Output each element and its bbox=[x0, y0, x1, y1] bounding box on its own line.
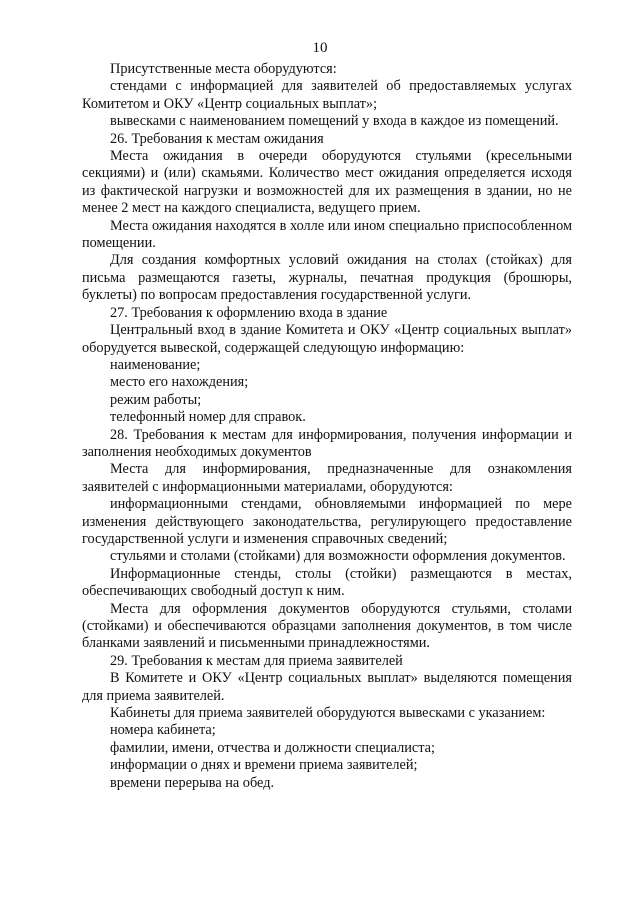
list-item: стульями и столами (стойками) для возможности оформления документов. bbox=[110, 548, 566, 565]
paragraph: стендами с информацией для заявителей об предоставляемых услугах Комитетом и ОКУ «Центр социальных выплат»; bbox=[82, 78, 572, 112]
list-item: информации о днях и времени приема заявителей; bbox=[110, 757, 418, 774]
list-item: наименование; bbox=[110, 356, 201, 373]
paragraph: Для создания комфортных условий ожидания на столах (стойках) для письма размещаются газеты, журналы, печатная продукция (брошюры, буклеты) по вопросам предоставления государственной услуги. bbox=[82, 252, 572, 304]
paragraph: Центральный вход в здание Комитета и ОКУ «Центр социальных выплат» оборудуется вывеской, содержащей следующую информацию: bbox=[82, 322, 572, 356]
paragraph: Присутственные места оборудуются: bbox=[110, 61, 337, 77]
paragraph: Места ожидания в очереди оборудуются стульями (кресельными секциями) и (или) скамьями. Количество мест ожидания определяется исходя из фактической нагрузки и возможностей для их размещения в здании, но не менее 2 мест на каждого специалиста, ведущего прием. bbox=[82, 148, 572, 217]
paragraph: вывесками с наименованием помещений у входа в каждое из помещений. bbox=[110, 113, 559, 130]
paragraph: Места для оформления документов оборудуются стульями, столами (стойками) и обеспечиваются образцами заполнения документов, в том числе бланками заявлений и письменными принадлежностями. bbox=[82, 600, 572, 652]
section-heading: 26. Требования к местам ожидания bbox=[110, 130, 324, 147]
section-heading: 28. Требования к местам для информирования, получения информации и заполнения необходимых документов bbox=[82, 426, 572, 460]
paragraph: Места ожидания находятся в холле или ином специально приспособленном помещении. bbox=[82, 217, 572, 252]
section-heading: 29. Требования к местам для приема заявителей bbox=[110, 652, 403, 669]
paragraph: Кабинеты для приема заявителей оборудуются вывесками с указанием: bbox=[110, 705, 546, 722]
document-body bbox=[82, 61, 572, 792]
section-heading: 27. Требования к оформлению входа в здание bbox=[110, 304, 388, 321]
list-item: фамилии, имени, отчества и должности специалиста; bbox=[110, 739, 435, 756]
list-item: информационными стендами, обновляемыми информацией по мере изменения действующего законодательства, регулирующего предоставление государственной услуги и изменения справочных сведений; bbox=[82, 496, 572, 547]
paragraph: Информационные стенды, столы (стойки) размещаются в местах, обеспечивающих свободный доступ к ним. bbox=[82, 565, 572, 600]
list-item: место его нахождения; bbox=[110, 374, 249, 391]
list-item: времени перерыва на обед. bbox=[110, 774, 275, 791]
list-item: номера кабинета; bbox=[110, 722, 216, 739]
page-number: 10 bbox=[312, 40, 328, 56]
list-item: телефонный номер для справок. bbox=[110, 409, 306, 426]
list-item: режим работы; bbox=[110, 391, 202, 408]
paragraph: В Комитете и ОКУ «Центр социальных выплат» выделяются помещения для приема заявителей. bbox=[82, 670, 572, 704]
paragraph: Места для информирования, предназначенные для ознакомления заявителей с информационными материалами, оборудуются: bbox=[82, 461, 572, 495]
